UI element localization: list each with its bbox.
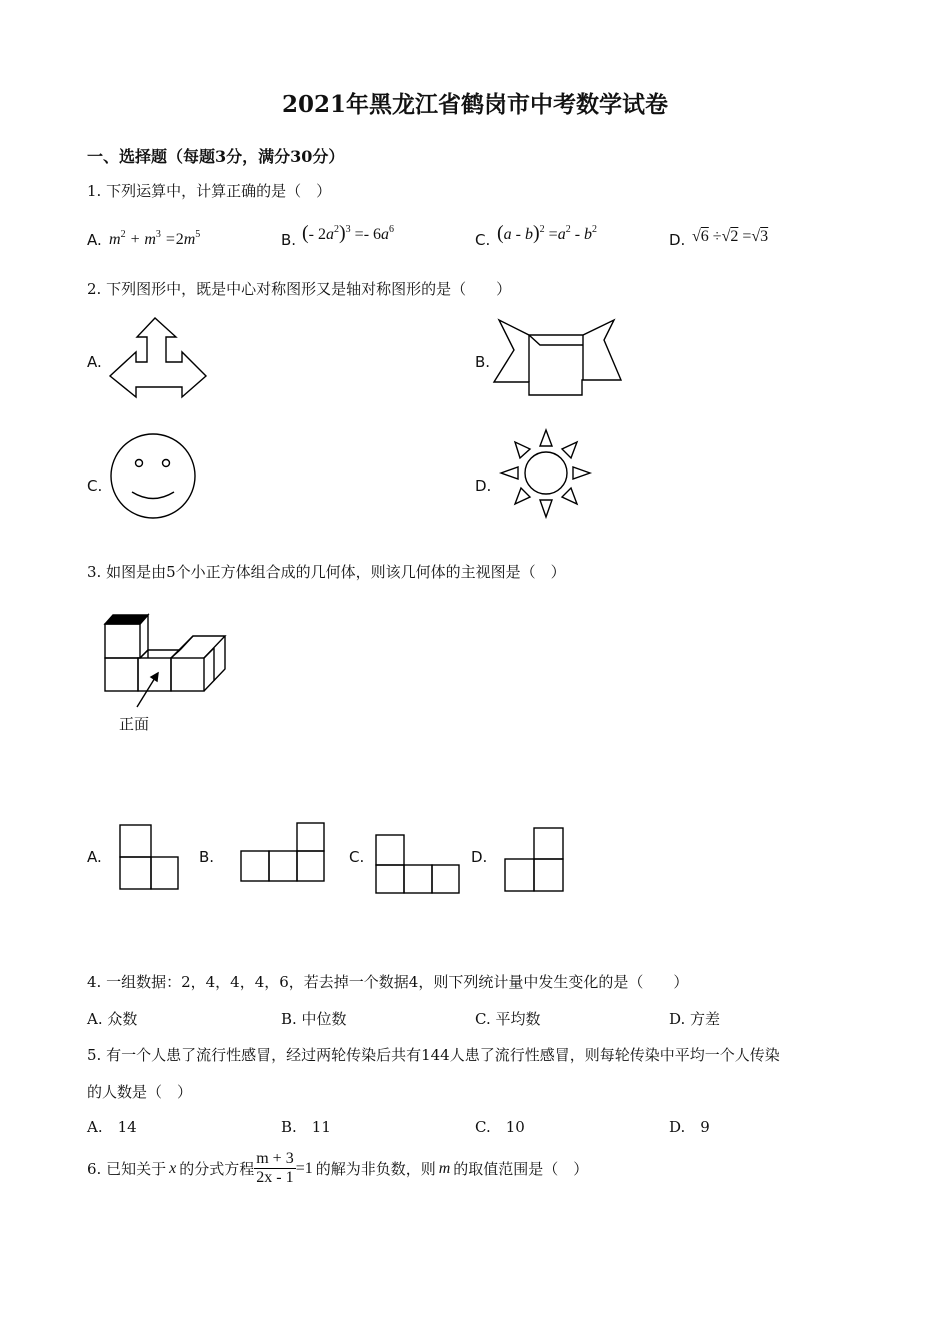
q4-option-a[interactable]: A. 众数 [87,1010,138,1028]
q3-option-b-label[interactable]: B. [199,848,215,866]
q6-suffix1: 的解为非负数，则 [315,1160,436,1178]
q6-fraction [254,1150,295,1187]
q3-view-c [376,835,459,893]
q4-stem: 4. 一组数据：2，4，4，4，6，若去掉一个数据4，则下列统计量中发生变化的是（ ） [87,973,689,991]
q4-option-d[interactable]: D. 方差 [669,1010,721,1028]
q2-option-d-label[interactable]: D. [475,477,492,495]
q5-stem-line2: 的人数是（ ） [87,1083,193,1101]
q6-var-x: x [169,1159,177,1177]
q6-mid: 的分式方程 [179,1160,255,1178]
q5-stem-line1: 5. 有一个人患了流行性感冒，经过两轮传染后共有144人患了流行性感冒，则每轮传染中平均一个人传染 [87,1046,780,1064]
q3-option-c-label[interactable]: C. [349,848,365,866]
q3-stem: 3. 如图是由5个小正方体组合成的几何体，则该几何体的主视图是（ ） [87,563,566,581]
q3-option-d-label[interactable]: D. [471,848,488,866]
q1-option-b-label[interactable]: B. [281,231,297,249]
q2-option-a-label[interactable]: A. [87,353,102,371]
front-label: 正面 [119,715,150,733]
q1-option-b-formula: (- $2a^2)^3 =- 6a^6$ [302,222,395,244]
q5-option-b[interactable]: B. 11 [281,1118,331,1136]
q4-option-c[interactable]: C. 平均数 [475,1010,541,1028]
q1-option-c-label[interactable]: C. [475,231,491,249]
q3-view-d [505,828,563,891]
q3-option-a-label[interactable]: A. [87,848,102,866]
section-heading: 一、选择题（每题3分，满分30分） [87,147,345,166]
q6-suffix2: 的取值范围是（ ） [453,1160,589,1178]
page-title: 2021年黑龙江省鹤岗市中考数学试卷 [281,91,668,118]
q6-numerator: m + 3 [256,1150,294,1167]
q6-prefix: 6. 已知关于 [87,1160,167,1178]
q1-stem: 1. 下列运算中，计算正确的是（ ） [87,182,332,200]
q6-equals: =1 [295,1159,313,1177]
q5-option-a[interactable]: A. 14 [87,1118,137,1136]
q6-denominator: 2x - 1 [256,1169,294,1186]
q1-option-c-formula: $(a - b)^2 =a^2 - b^2$ [497,222,598,244]
q6-var-m: m [438,1159,451,1177]
q1-option-a-formula: $m^2 + m^3 =2m^5$ [109,229,201,248]
q2-option-c-label[interactable]: C. [87,477,103,495]
q1-option-d-formula: √6 ÷√2 =√3 [692,228,769,245]
q1-option-a-label[interactable]: A. [87,231,102,249]
q3-view-b [241,823,324,881]
q2-stem: 2. 下列图形中，既是中心对称图形又是轴对称图形的是（ ） [87,280,512,298]
q5-option-c[interactable]: C. 10 [475,1118,525,1136]
q5-option-d[interactable]: D. 9 [669,1118,710,1136]
q3-view-a [120,825,178,889]
q1-option-d-label[interactable]: D. [669,231,686,249]
q4-option-b[interactable]: B. 中位数 [281,1010,347,1028]
q6-stem [87,1150,588,1187]
q2-option-b-label[interactable]: B. [475,353,491,371]
